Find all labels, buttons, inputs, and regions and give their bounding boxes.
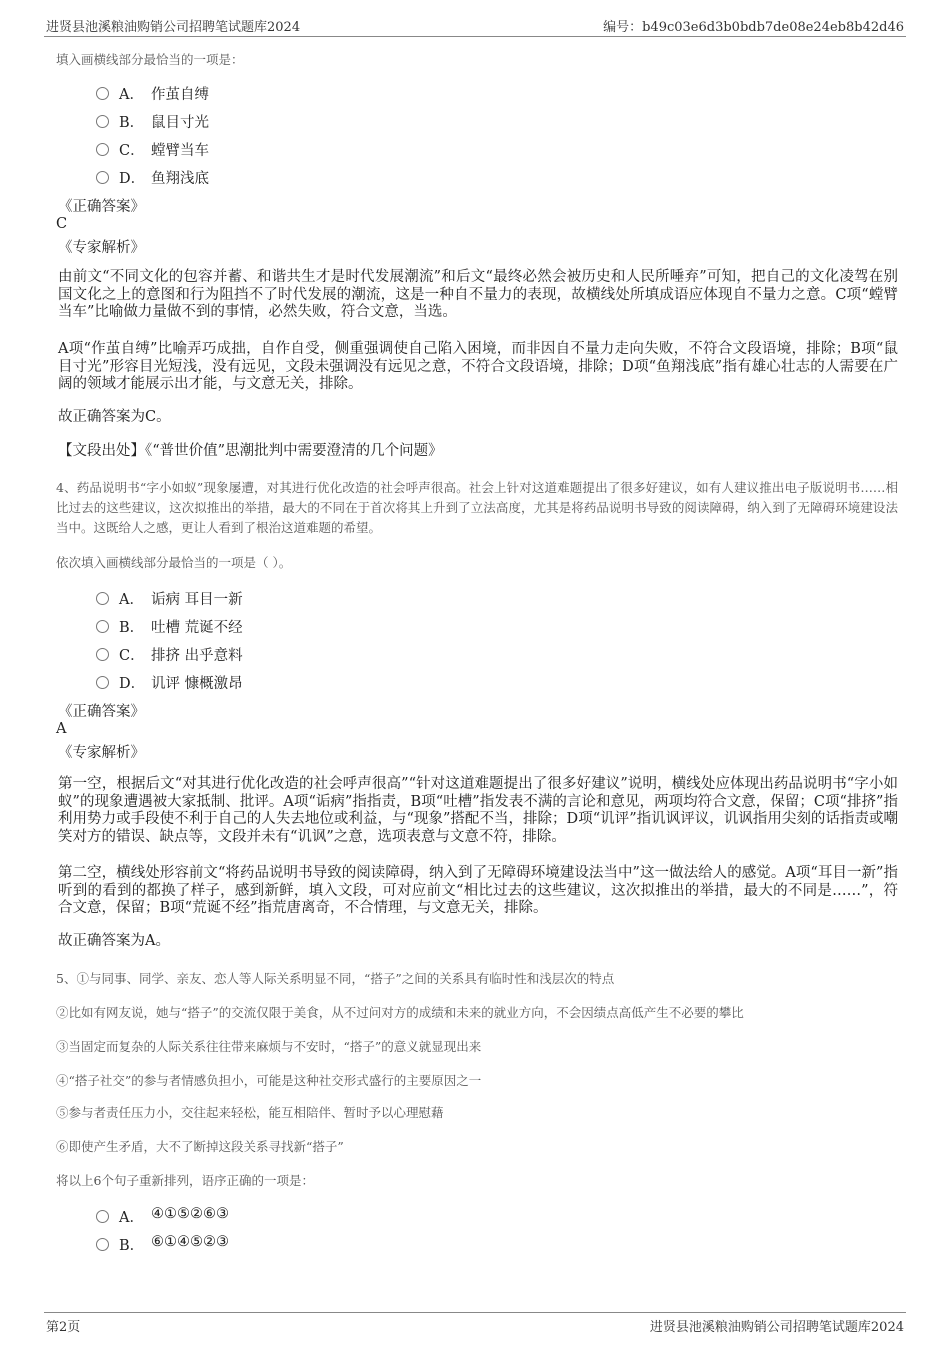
page-footer (44, 1312, 906, 1335)
radio-icon[interactable] (96, 115, 109, 128)
option-letter: D． (119, 171, 146, 187)
q5-line: ④“搭子社交”的参与者情感负担小，可能是这种社交形式盛行的主要原因之一 (56, 1073, 482, 1088)
q4-analysis-conclusion: 故正确答案为A。 (58, 933, 170, 949)
radio-icon[interactable] (96, 620, 109, 633)
option-text: 作茧自缚 (151, 87, 209, 103)
q3-analysis-paragraph: A项“作茧自缚”比喻弄巧成拙，自作自受，侧重强调使自己陷入困境，而非因自不量力走向失败，不符合文段语境，排除；B项“鼠目寸光”形容目光短浅，没有远见，文段未强调没有远见之意，不符合文段语境，排除；D项“鱼翔浅底”指有雄心壮志的人需要在广阔的领域才能展示出才能，与文意无关，排除。 (58, 341, 898, 392)
page-number: 第2页 (46, 1320, 81, 1335)
radio-icon[interactable] (96, 648, 109, 661)
q5-line: ②比如有网友说，她与“搭子”的交流仅限于美食，从不过问对方的成绩和未来的就业方向，不会因绩点高低产生不必要的攀比 (56, 1005, 744, 1020)
q5-prompt: 将以上6个句子重新排列，语序正确的一项是： (56, 1173, 314, 1188)
q3-answer-label: 《正确答案》 (58, 199, 145, 215)
q3-prompt: 填入画横线部分最恰当的一项是： (56, 52, 244, 67)
option-text: 鱼翔浅底 (151, 171, 209, 187)
option-text: ④①⑤②⑥③ (151, 1206, 229, 1222)
option-letter: C． (119, 143, 145, 159)
q4-stem: 4、药品说明书“字小如蚁”现象屡遭，对其进行优化改造的社会呼声很高。社会上针对这道难题提出了很多好建议，如有人建议推出电子版说明书……相比过去的这些建议，这次拟推出的举措，最大的不同在于首次将其上升到了立法高度，尤其是将药品说明书导致的阅读障碍，纳入到了无障碍环境建设法当中。这既给人之感，更让人看到了根治这道难题的希望。 (56, 480, 898, 535)
option-letter: C． (119, 648, 145, 664)
option-letter: B． (119, 115, 145, 131)
option-letter: A． (119, 592, 144, 608)
q5-line: ③当固定而复杂的人际关系往往带来麻烦与不安时，“搭子”的意义就显现出来 (56, 1039, 482, 1054)
radio-icon[interactable] (96, 676, 109, 689)
header-title: 进贤县池溪粮油购销公司招聘笔试题库2024 (46, 20, 301, 35)
q4-prompt: 依次填入画横线部分最恰当的一项是（ ）。 (56, 555, 292, 570)
option-letter: D． (119, 676, 146, 692)
radio-icon[interactable] (96, 592, 109, 605)
radio-icon[interactable] (96, 171, 109, 184)
q3-analysis-label: 《专家解析》 (58, 240, 145, 256)
option-text: 吐槽 荒诞不经 (151, 620, 243, 636)
radio-icon[interactable] (96, 1238, 109, 1251)
q4-analysis-paragraph: 第一空，根据后文“对其进行优化改造的社会呼声很高”“针对这道难题提出了很多好建议”说明，横线处应体现出药品说明书“字小如蚁”的现象遭遇被大家抵制、批评。A项“诟病”指指责，B项“吐槽”指发表不满的言论和意见，两项均符合文意，保留；C项“排挤”指利用势力或手段使不利于自己的人失去地位或利益，与“现象”搭配不当，排除；D项“讥评”指讥讽评议，讥讽指用尖刻的话指责或嘲笑对方的错误、缺点等，文段并未有“讥讽”之意，选项表意与文意不符，排除。 (58, 776, 898, 845)
header-doc-id: 编号：b49c03e6d3b0bdb7de08e24eb8b42d46 (603, 20, 904, 35)
page-header (44, 14, 906, 37)
option-text: 螳臂当车 (151, 143, 209, 159)
q3-source: 【文段出处】《“普世价值”思潮批判中需要澄清的几个问题》 (58, 443, 443, 459)
option-text: 诟病 耳目一新 (151, 592, 243, 608)
option-letter: B． (119, 620, 145, 636)
q3-answer: C (56, 216, 68, 232)
q3-analysis-paragraph: 由前文“不同文化的包容并蓄、和谐共生才是时代发展潮流”和后文“最终必然会被历史和人民所唾弃”可知，把自己的文化凌驾在别国文化之上的意图和行为阻挡不了时代发展的潮流，这是一种自不量力的表现，故横线处所填成语应体现自不量力之意。C项“螳臂当车”比喻做力量做不到的事情，必然失败，符合文意，当选。 (58, 269, 898, 320)
q4-analysis-label: 《专家解析》 (58, 745, 145, 761)
option-text: ⑥①④⑤②③ (151, 1234, 229, 1250)
q4-answer: A (56, 721, 67, 737)
q5-line: 5、①与同事、同学、亲友、恋人等人际关系明显不同，“搭子”之间的关系具有临时性和浅层次的特点 (56, 971, 615, 986)
option-letter: B． (119, 1238, 145, 1254)
option-text: 讥评 慷概激昂 (151, 676, 243, 692)
q4-analysis-paragraph: 第二空，横线处形容前文“将药品说明书导致的阅读障碍，纳入到了无障碍环境建设法当中”这一做法给人的感觉。A项“耳目一新”指听到的看到的都换了样子，感到新鲜，填入文段，可对应前文“相比过去的这些建议，这次拟推出的举措，最大的不同是……”，符合文意，保留；B项“荒诞不经”指荒唐离奇，不合情理，与文意无关，排除。 (58, 865, 898, 916)
option-text: 鼠目寸光 (151, 115, 209, 131)
option-text: 排挤 出乎意料 (151, 648, 243, 664)
radio-icon[interactable] (96, 87, 109, 100)
q5-line: ⑥即使产生矛盾，大不了断掉这段关系寻找新“搭子” (56, 1139, 344, 1154)
radio-icon[interactable] (96, 1210, 109, 1223)
footer-title: 进贤县池溪粮油购销公司招聘笔试题库2024 (649, 1320, 904, 1335)
q3-analysis-conclusion: 故正确答案为C。 (58, 409, 171, 425)
radio-icon[interactable] (96, 143, 109, 156)
option-letter: A． (119, 1210, 144, 1226)
q5-line: ⑤参与者责任压力小，交往起来轻松，能互相陪伴、暂时予以心理慰藉 (56, 1105, 444, 1120)
q4-answer-label: 《正确答案》 (58, 704, 145, 720)
option-letter: A． (119, 87, 144, 103)
